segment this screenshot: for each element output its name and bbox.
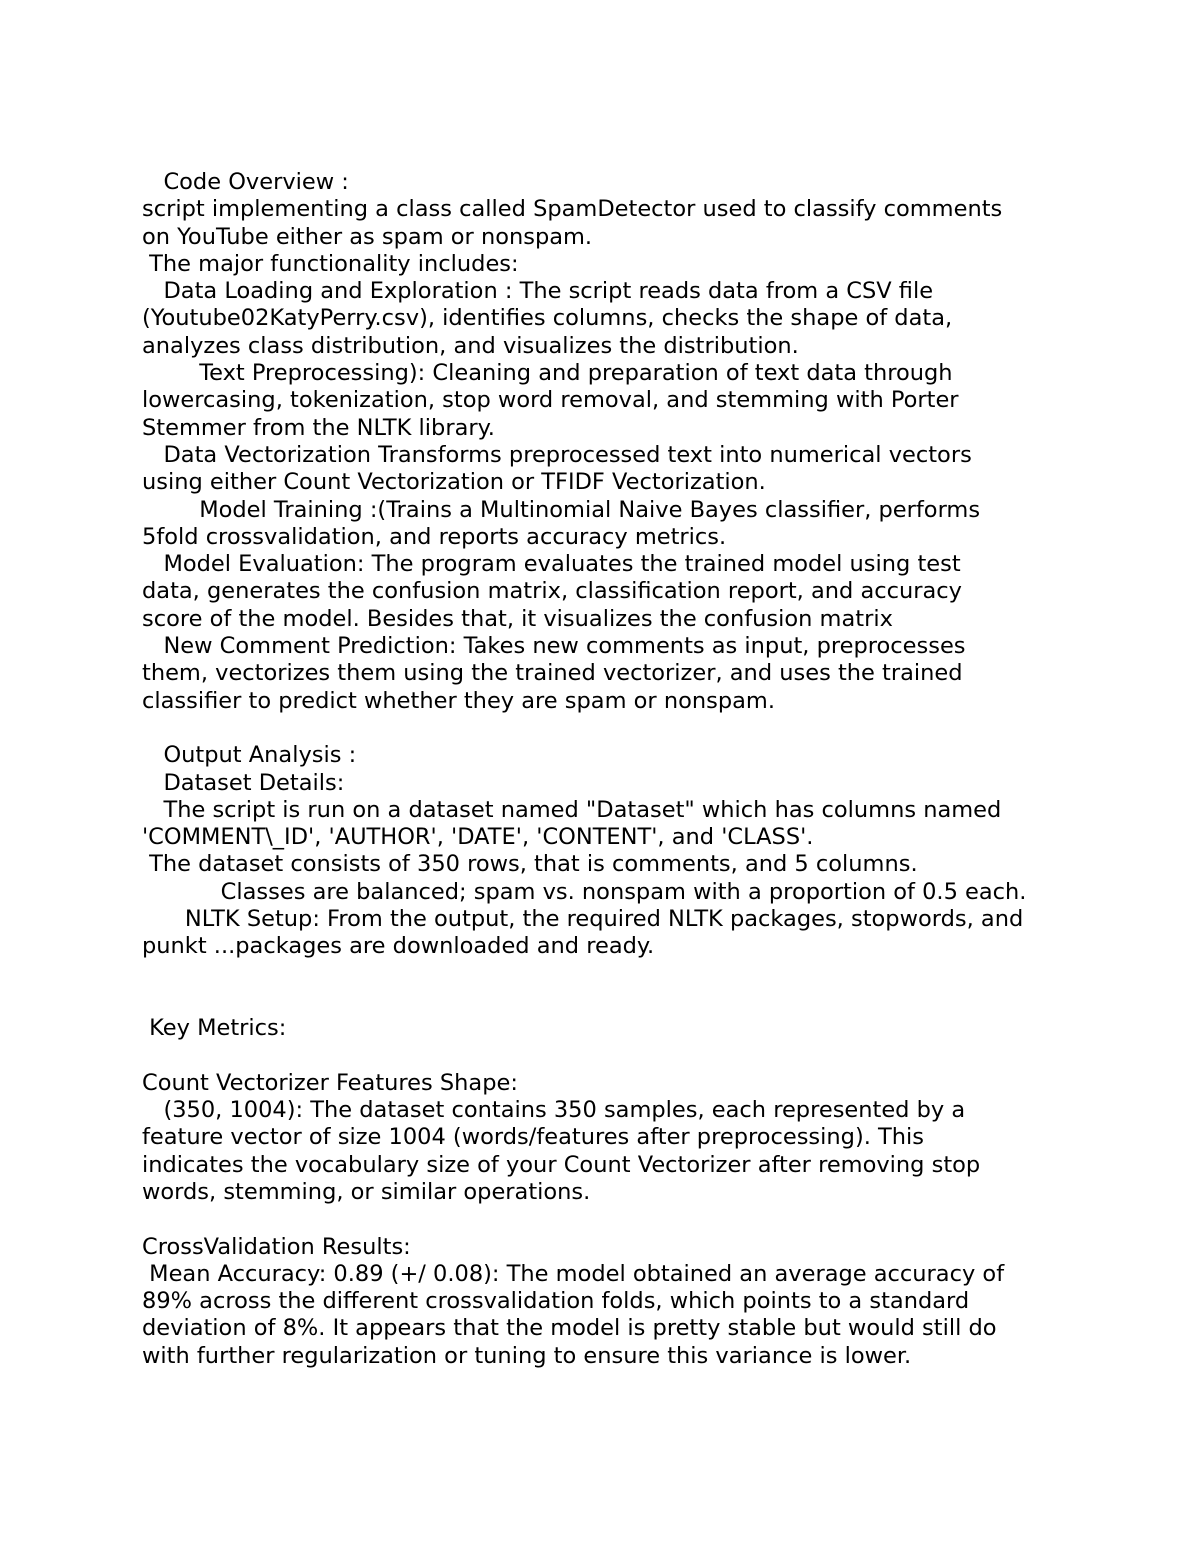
text-line: 5fold crossvalidation, and reports accuracy metrics.	[142, 523, 727, 550]
text-line: The dataset consists of 350 rows, that is comments, and 5 columns.	[142, 851, 918, 878]
text-line: score of the model. Besides that, it visualizes the confusion matrix	[142, 605, 893, 632]
text-line: deviation of 8%. It appears that the model is pretty stable but would still do	[142, 1315, 997, 1342]
text-line	[142, 1043, 1082, 1070]
text-line: Dataset Details:	[142, 769, 345, 796]
text-line: The script is run on a dataset named "Dataset" which has columns named	[142, 796, 1002, 823]
text-line: with further regularization or tuning to ensure this variance is lower.	[142, 1342, 912, 1369]
text-line: Text Preprocessing): Cleaning and preparation of text data through	[142, 360, 953, 387]
document-body	[142, 169, 1082, 1370]
text-line: them, vectorizes them using the trained vectorizer, and uses the trained	[142, 660, 963, 687]
text-line: Count Vectorizer Features Shape:	[142, 1069, 518, 1096]
text-line: Data Vectorization Transforms preprocessed text into numerical vectors	[142, 441, 972, 468]
text-line: (Youtube02KatyPerry.csv), identifies columns, checks the shape of data,	[142, 305, 953, 332]
text-line: Model Evaluation: The program evaluates the trained model using test	[142, 551, 961, 578]
text-line: lowercasing, tokenization, stop word removal, and stemming with Porter	[142, 387, 959, 414]
text-line: Model Training :(Trains a Multinomial Naive Bayes classifier, performs	[142, 496, 981, 523]
text-line: analyzes class distribution, and visualizes the distribution.	[142, 332, 799, 359]
text-line: Data Loading and Exploration : The script reads data from a CSV file	[142, 278, 934, 305]
text-line: NLTK Setup: From the output, the required NLTK packages, stopwords, and	[142, 906, 1024, 933]
text-line: The major functionality includes:	[142, 250, 519, 277]
text-line: words, stemming, or similar operations.	[142, 1178, 591, 1205]
text-line: using either Count Vectorization or TFIDF Vectorization.	[142, 469, 766, 496]
text-line: feature vector of size 1004 (words/features after preprocessing). This	[142, 1124, 925, 1151]
text-line: CrossValidation Results:	[142, 1233, 411, 1260]
text-line: Classes are balanced; spam vs. nonspam with a proportion of 0.5 each.	[142, 878, 1027, 905]
text-line: 'COMMENT\_ID', 'AUTHOR', 'DATE', 'CONTENT', and 'CLASS'.	[142, 824, 814, 851]
text-line: Key Metrics:	[142, 1015, 287, 1042]
text-line	[142, 1206, 1082, 1233]
text-line: classifier to predict whether they are spam or nonspam.	[142, 687, 775, 714]
text-line	[142, 715, 1082, 742]
text-line: Output Analysis :	[142, 742, 357, 769]
text-line: Mean Accuracy: 0.89 (+/ 0.08): The model obtained an average accuracy of	[142, 1260, 1005, 1287]
text-line: Stemmer from the NLTK library.	[142, 414, 495, 441]
text-line	[142, 961, 1082, 988]
text-line	[142, 988, 1082, 1015]
text-line: (350, 1004): The dataset contains 350 samples, each represented by a	[142, 1097, 966, 1124]
text-line: 89% across the different crossvalidation folds, which points to a standard	[142, 1288, 970, 1315]
text-line: data, generates the confusion matrix, classification report, and accuracy	[142, 578, 962, 605]
text-line: punkt ...packages are downloaded and ready.	[142, 933, 655, 960]
text-line: indicates the vocabulary size of your Count Vectorizer after removing stop	[142, 1151, 981, 1178]
text-line: on YouTube either as spam or nonspam.	[142, 223, 593, 250]
text-line: script implementing a class called SpamDetector used to classify comments	[142, 196, 1003, 223]
text-line: Code Overview :	[142, 169, 349, 195]
text-line: New Comment Prediction: Takes new comments as input, preprocesses	[142, 633, 966, 660]
